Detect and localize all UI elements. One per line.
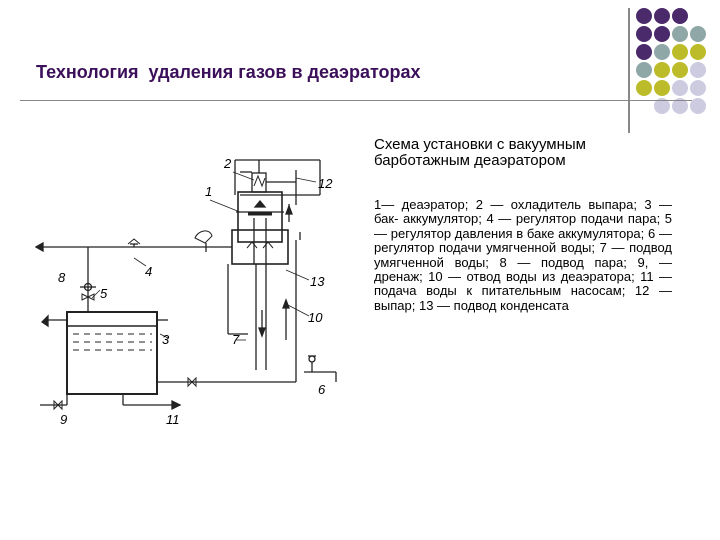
callout-13: 13	[310, 274, 325, 289]
diagram-legend: 1— деаэратор; 2 — охладитель выпара; 3 — бак- аккумулятор; 4 — регулятор подачи пара; 5 — регулятор давления в баке аккумулятора; 6 — регулятор подачи умягченной воды; 7 — подвод умягченной воды; 8 — подвод пара; 9, — дренаж; 10 — отвод воды из деаэратора; 11 — подача воды к питательным насосам; 12 — выпар; 13 — подвод конденсата	[374, 197, 672, 313]
callout-12: 12	[318, 176, 333, 191]
storage-tank	[42, 312, 168, 394]
deaerator-column	[232, 192, 289, 370]
diagram-caption: Схема установки с вакуумным барботажным деаэратором	[374, 136, 586, 169]
callout-7: 7	[232, 332, 240, 347]
callout-10: 10	[308, 310, 323, 325]
steam-supply-line	[36, 231, 232, 312]
callout-6: 6	[318, 382, 326, 397]
callout-3: 3	[162, 332, 170, 347]
callout-5: 5	[100, 286, 108, 301]
vapour-cooler	[235, 160, 320, 205]
callout-2: 2	[224, 156, 232, 171]
slide-title: Технология удаления газов в деаэраторах	[36, 62, 421, 82]
callout-4: 4	[145, 264, 153, 279]
callout-11: 11	[166, 412, 180, 427]
callout-9: 9	[60, 412, 68, 427]
callout-1: 1	[205, 184, 213, 199]
callout-8: 8	[58, 270, 66, 285]
